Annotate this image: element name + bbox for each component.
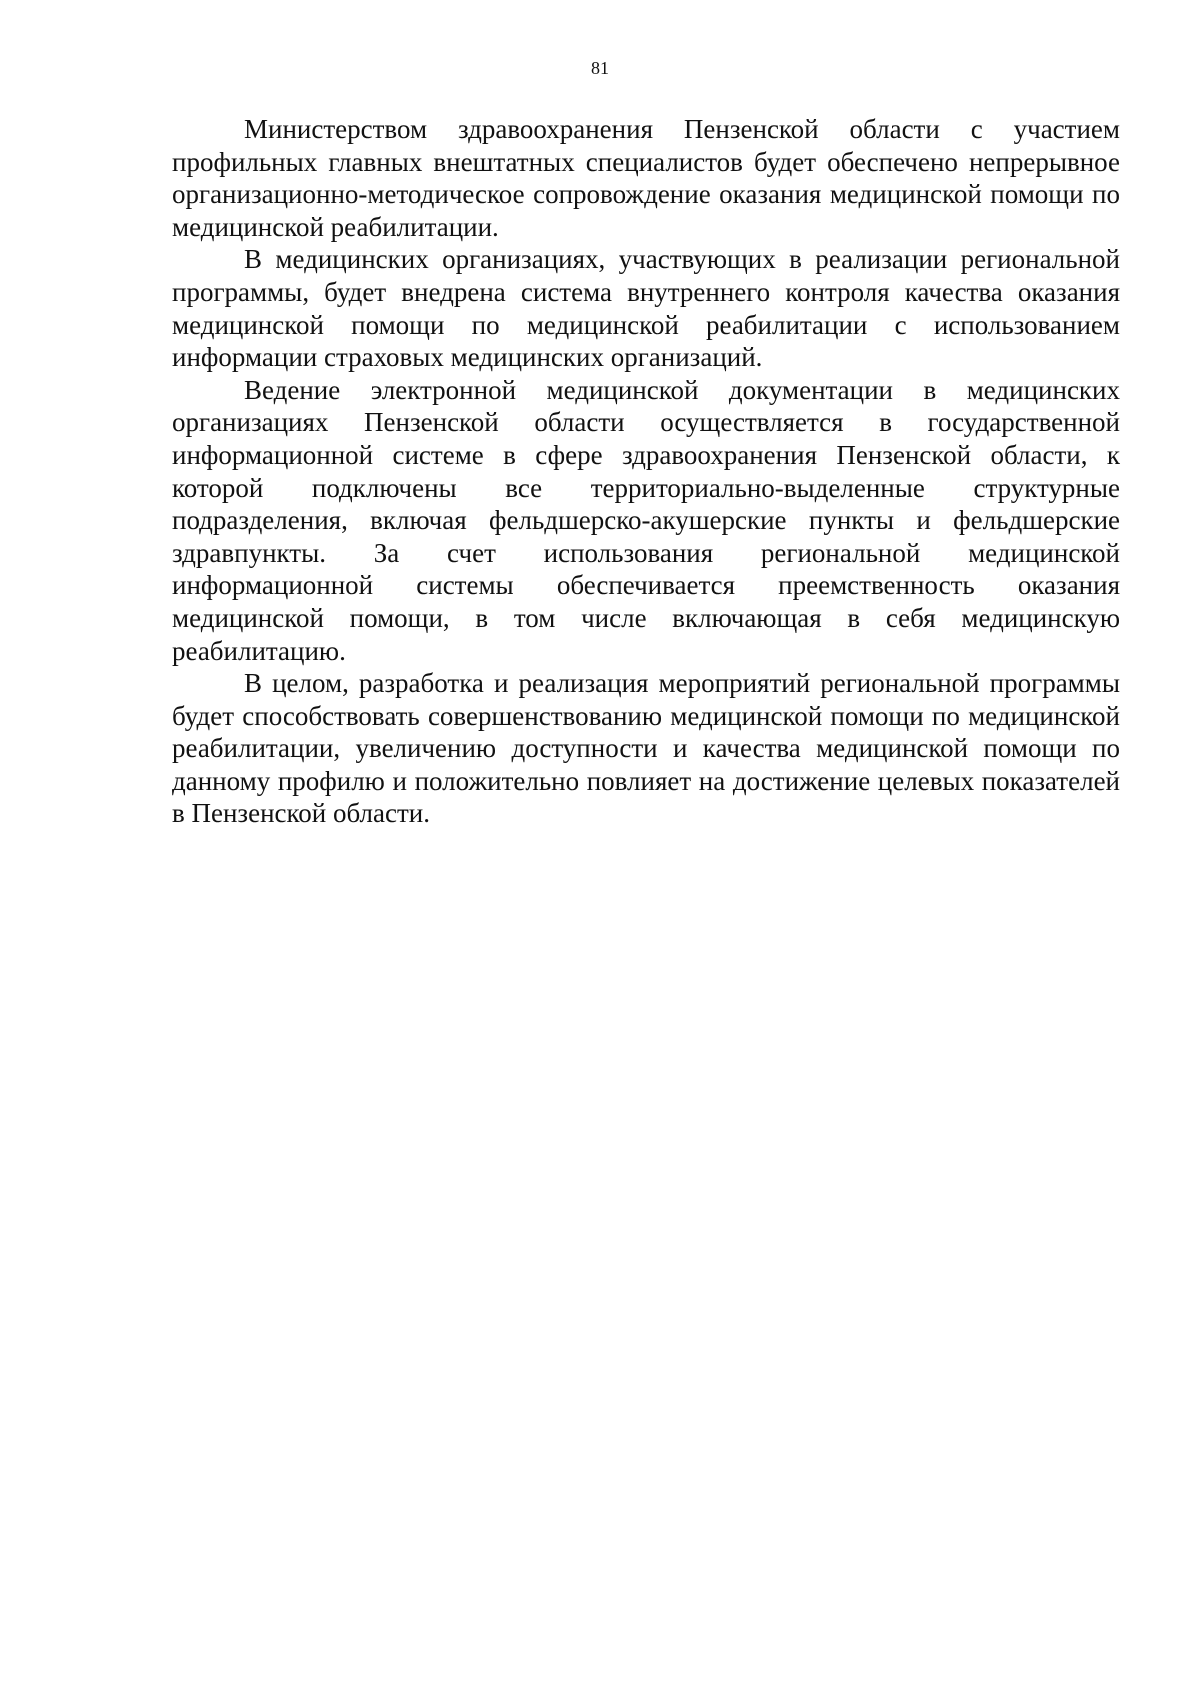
page-number: 81	[591, 58, 609, 78]
paragraph-conclusion: В целом, разработка и реализация мероприятий региональной программы будет способствовать совершенствованию медицинской помощи по медицинской реабилитации, увеличению доступности и качества медицинской помощи по данному профилю и положительно повлияет на достижение целевых показателей в Пензенской области.	[172, 668, 1120, 829]
paragraph-ministry-support: Министерством здравоохранения Пензенской области с участием профильных главных внештатных специалистов будет обеспечено непрерывное организационно-методическое сопровождение оказания медицинской помощи по медицинской реабилитации.	[172, 114, 1120, 242]
paragraph-electronic-documentation: Ведение электронной медицинской документации в медицинских организациях Пензенской области осуществляется в государственной информационной системе в сфере здравоохранения Пензенской области, к которой подключены все территориально-выделенные структурные подразделения, включая фельдшерско-акушерские пункты и фельдшерские здравпункты. За счет использования региональной медицинской информационной системы обеспечивается преемственность оказания медицинской помощи, в том числе включающая в себя медицинскую реабилитацию.	[172, 374, 1120, 666]
document-body	[172, 113, 1120, 830]
paragraph-quality-control: В медицинских организациях, участвующих в реализации региональной программы, будет внедрена система внутреннего контроля качества оказания медицинской помощи по медицинской реабилитации с использованием информации страховых медицинских организаций.	[172, 244, 1120, 373]
